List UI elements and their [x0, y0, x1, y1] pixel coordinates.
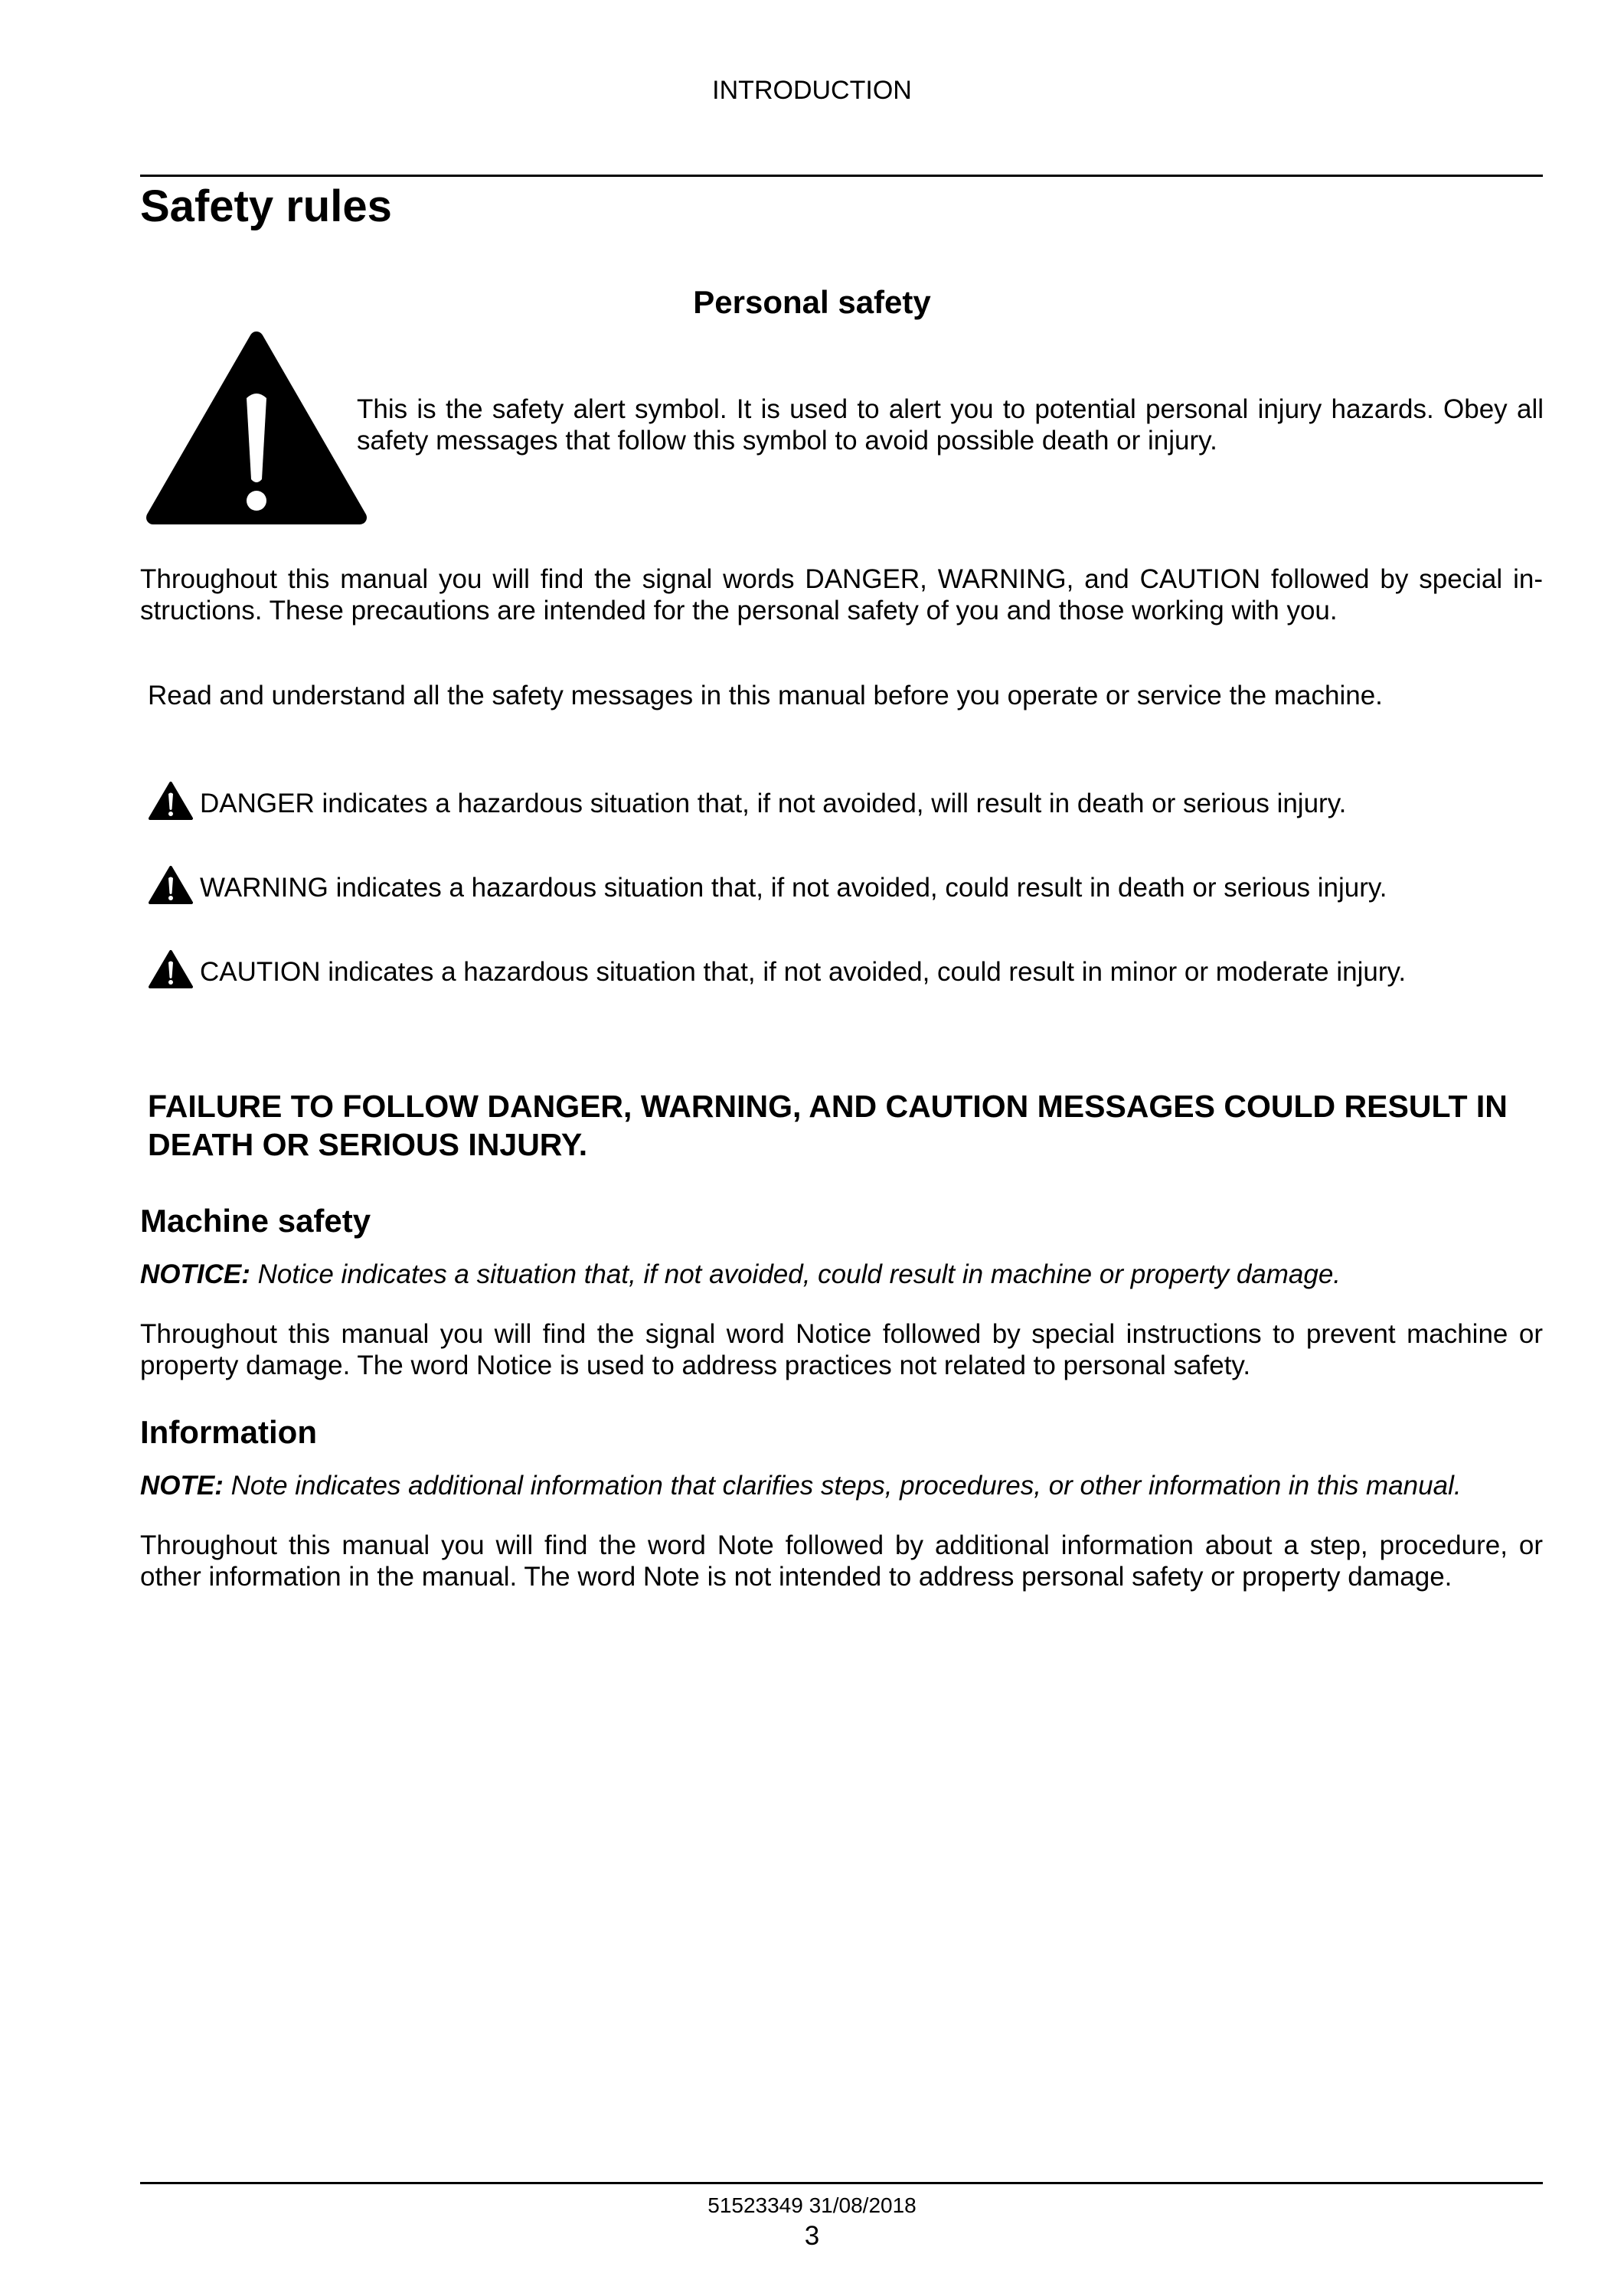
notice-line	[140, 1259, 1543, 1290]
notice-text: Notice indicates a situation that, if not avoided, could result in machine or property damage.	[257, 1259, 1341, 1289]
warning-text: WARNING indicates a hazardous situation that, if not avoided, could result in death or serious injury.	[200, 873, 1387, 903]
failure-warning: FAILURE TO FOLLOW DANGER, WARNING, AND CAUTION MESSAGES COULD RESULT IN DEATH OR SERIOUS INJURY.	[148, 1089, 1508, 1162]
danger-text: DANGER indicates a hazardous situation that, if not avoided, will result in death or serious injury.	[200, 789, 1347, 818]
running-header: INTRODUCTION	[712, 76, 912, 105]
notice-label: NOTICE:	[140, 1259, 250, 1289]
header-rule	[140, 175, 1543, 177]
safety-symbol-text: This is the safety alert symbol. It is used to alert you to potential personal injury hazards. Obey all safety messages that follow this symbol to avoid possible death or injury.	[357, 394, 1544, 456]
read-understand-text: Read and understand all the safety messages in this manual before you operate or service the machine.	[148, 681, 1383, 710]
note-line	[140, 1470, 1543, 1501]
danger-alert-icon	[148, 781, 194, 821]
danger-statement	[148, 781, 1549, 821]
note-text: Note indicates additional information that clarifies steps, procedures, or other information in this manual.	[230, 1471, 1462, 1501]
footer-doc-ref: 51523349 31/08/2018	[707, 2193, 917, 2217]
safety-alert-icon	[145, 328, 368, 528]
footer-rule	[140, 2182, 1543, 2184]
page-number: 3	[804, 2221, 820, 2251]
personal-safety-title: Personal safety	[693, 284, 931, 320]
signal-words-text: Throughout this manual you will find the signal words DANGER, WARNING, and CAUTION followed by special in-structions. These precautions are intended for the personal safety of you and those working with you.	[140, 564, 1543, 625]
warning-statement	[148, 865, 1549, 905]
page-title: Safety rules	[140, 181, 392, 231]
warning-alert-icon	[148, 865, 194, 905]
information-body: Throughout this manual you will find the word Note followed by additional information about a step, procedure, or other information in the manual. The word Note is not intended to address personal safety or property damage.	[140, 1530, 1543, 1592]
information-title: Information	[140, 1414, 317, 1450]
caution-text: CAUTION indicates a hazardous situation that, if not avoided, could result in minor or moderate injury.	[200, 957, 1407, 987]
caution-statement	[148, 949, 1549, 989]
note-label: NOTE:	[140, 1471, 224, 1501]
machine-safety-body: Throughout this manual you will find the signal word Notice followed by special instructions to prevent machine or property damage. The word Notice is used to address practices not related to personal safety.	[140, 1319, 1543, 1380]
machine-safety-title: Machine safety	[140, 1203, 371, 1239]
caution-alert-icon	[148, 949, 194, 989]
